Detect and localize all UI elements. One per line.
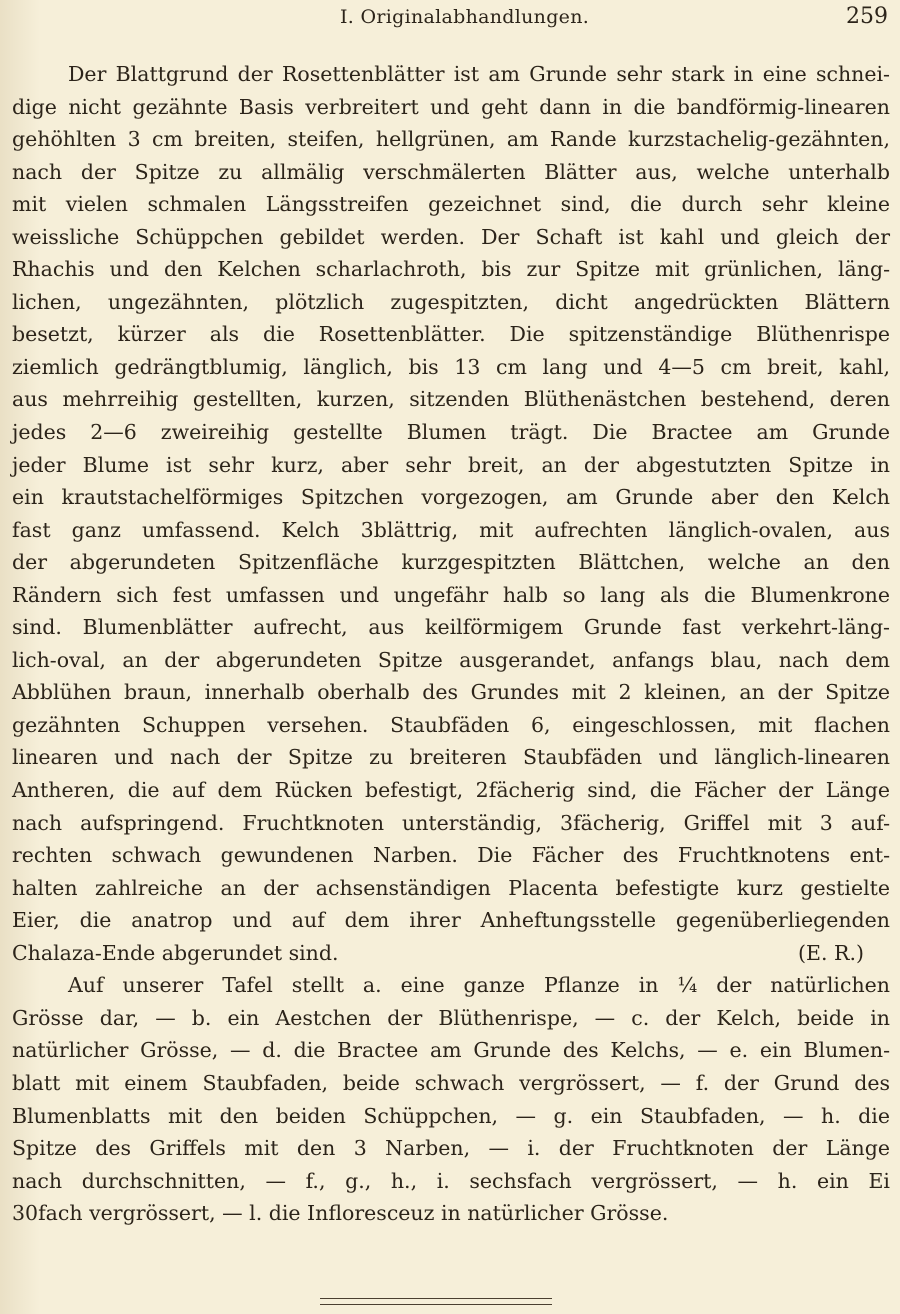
text-line [12,1132,890,1165]
text-line [12,1100,890,1133]
text-line [12,741,890,774]
author-signature: (E. R.) [798,940,864,965]
text-line [12,123,890,156]
text-line-content: Abblühen braun, innerhalb oberhalb des Grundes mit 2 kleinen, an der Spitze [12,680,890,705]
text-line-content: Grösse dar, — b. ein Aestchen der Blüthenrispe, — c. der Kelch, beide in [12,1005,890,1030]
text-line-content: jedes 2—6 zweireihig gestellte Blumen trägt. Die Bractee am Grunde [12,420,890,445]
text-line-content: lich-oval, an der abgerundeten Spitze ausgerandet, anfangs blau, nach dem [12,647,890,672]
text-line-content: mit vielen schmalen Längsstreifen gezeichnet sind, die durch sehr kleine [12,192,890,217]
text-line [12,221,890,254]
text-line-content: rechten schwach gewundenen Narben. Die Fächer des Fruchtknotens ent- [12,843,890,868]
text-line-content: gehöhlten 3 cm breiten, steifen, hellgrünen, am Rande kurzstachelig-gezähnten, [12,127,890,152]
text-line-content: der abgerundeten Spitzenfläche kurzgespitzten Blättchen, welche an den [12,550,890,575]
text-line-content: Antheren, die auf dem Rücken befestigt, 2fächerig sind, die Fächer der Länge [12,778,890,803]
text-line-content: ein krautstachelförmiges Spitzchen vorgezogen, am Grunde aber den Kelch [12,485,890,510]
text-line [12,188,890,221]
text-line-content: Chalaza-Ende abgerundet sind. [12,940,339,965]
text-line-content: lichen, ungezähnten, plötzlich zugespitzten, dicht angedrückten Blättern [12,289,890,314]
text-line [12,91,890,124]
text-line-content: fast ganz umfassend. Kelch 3blättrig, mit aufrechten länglich-ovalen, aus [12,517,890,542]
text-line [12,1002,890,1035]
text-line [12,611,890,644]
text-line-content: ziemlich gedrängtblumig, länglich, bis 13 cm lang und 4—5 cm breit, kahl, [12,354,890,379]
text-line-content: Der Blattgrund der Rosettenblätter ist am Grunde sehr stark in eine schnei- [68,62,890,86]
text-line [12,1165,890,1198]
page-number: 259 [846,4,888,29]
text-line [12,351,890,384]
text-line-content: gezähnten Schuppen versehen. Staubfäden 6, eingeschlossen, mit flachen [12,712,890,737]
text-line-content: besetzt, kürzer als die Rosettenblätter. Die spitzenständige Blüthenrispe [12,322,890,347]
text-line [12,416,890,449]
text-line [12,969,890,1002]
footer-rule-top [320,1298,552,1299]
text-line [12,1034,890,1067]
text-line [12,286,890,319]
text-line-content: aus mehrreihig gestellten, kurzen, sitzenden Blüthenästchen bestehend, deren [12,387,890,412]
paragraph-description [12,58,890,969]
text-line-content: Eier, die anatrop und auf dem ihrer Anheftungsstelle gegenüberliegenden [12,908,890,933]
text-line [12,449,890,482]
text-line-content: natürlicher Grösse, — d. die Bractee am Grunde des Kelchs, — e. ein Blumen- [12,1038,890,1063]
text-line-content: jeder Blume ist sehr kurz, aber sehr breit, an der abgestutzten Spitze in [12,452,890,477]
text-line [12,318,890,351]
text-line-content: blatt mit einem Staubfaden, beide schwach vergrössert, — f. der Grund des [12,1070,890,1095]
text-line [12,937,890,970]
text-line [12,546,890,579]
text-line-content: nach der Spitze zu allmälig verschmälerten Blätter aus, welche unterhalb [12,159,890,184]
text-line-content: dige nicht gezähnte Basis verbreitert und geht dann in die bandförmig-linearen [12,94,890,119]
text-line-content: nach durchschnitten, — f., g., h., i. sechsfach vergrössert, — h. ein Ei [12,1168,890,1193]
body-text [12,58,890,1230]
text-line [12,904,890,937]
text-line-content: sind. Blumenblätter aufrecht, aus keilförmigem Grunde fast verkehrt-läng- [12,615,890,640]
text-line [12,807,890,840]
text-line [12,1067,890,1100]
text-line [12,709,890,742]
running-head [0,6,900,32]
text-line-content: nach aufspringend. Fruchtknoten unterständig, 3fächerig, Griffel mit 3 auf- [12,810,890,835]
text-line-content: weissliche Schüppchen gebildet werden. Der Schaft ist kahl und gleich der [12,224,890,249]
text-line-content: Auf unserer Tafel stellt a. eine ganze Pflanze in ¼ der natürlichen [68,973,890,998]
text-line [12,644,890,677]
text-line [12,514,890,547]
text-line [12,253,890,286]
text-line-content: Blumenblatts mit den beiden Schüppchen, — g. ein Staubfaden, — h. die [12,1103,890,1128]
footer-rule-bottom [320,1304,552,1305]
text-line-content: Spitze des Griffels mit den 3 Narben, — i. der Fruchtknoten der Länge [12,1136,890,1161]
text-line [12,579,890,612]
text-line [12,676,890,709]
text-line [12,839,890,872]
text-line [12,156,890,189]
text-line-content: halten zahlreiche an der achsenständigen Placenta befestigte kurz gestielte [12,875,890,900]
text-line [12,481,890,514]
text-line-content: Rhachis und den Kelchen scharlachroth, bis zur Spitze mit grünlichen, läng- [12,257,890,282]
text-line-content: linearen und nach der Spitze zu breiteren Staubfäden und länglich-linearen [12,745,890,770]
running-head-title: I. Originalabhandlungen. [340,6,590,28]
paragraph-plate-legend [12,969,890,1229]
text-line [12,58,890,91]
text-line [12,1197,890,1230]
text-line [12,383,890,416]
text-line [12,774,890,807]
text-line-content: 30fach vergrössert, — l. die Infloresceuz in natürlicher Grösse. [12,1201,669,1226]
text-line-content: Rändern sich fest umfassen und ungefähr halb so lang als die Blumenkrone [12,582,890,607]
text-line [12,872,890,905]
